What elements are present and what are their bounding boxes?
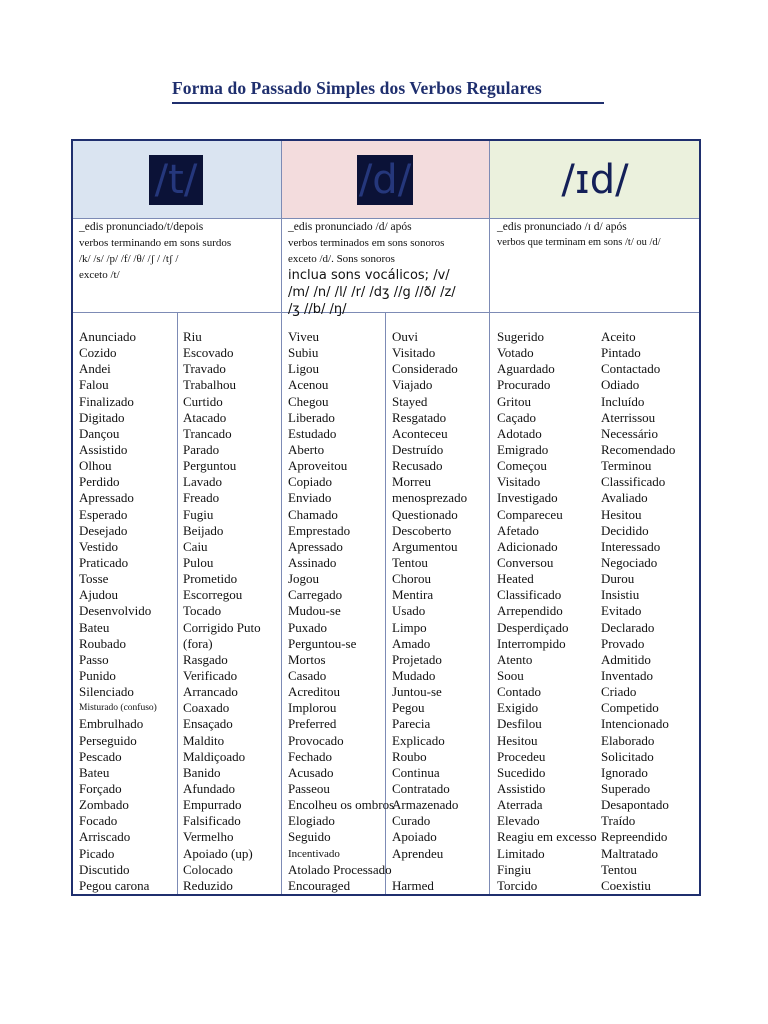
verb-item: Empurrado (183, 797, 242, 813)
verb-item: Visitado (497, 474, 541, 490)
verb-item: Competido (601, 700, 659, 716)
verb-item: Desperdiçado (497, 619, 569, 635)
verb-item: Zombado (79, 797, 129, 813)
verb-item: Aconteceu (392, 425, 448, 441)
verb-item: Preferred (288, 716, 337, 732)
verb-item: Adotado (497, 425, 542, 441)
verb-item: Implorou (288, 700, 337, 716)
verb-item: Misturado (confuso) (79, 703, 157, 714)
verb-item: Perseguido (79, 732, 137, 748)
verb-item: Aterrissou (601, 409, 656, 425)
title-underline (172, 102, 604, 104)
description-line: /m/ /n/ /l/ /r/ /dʒ //g //ð/ /z/ (288, 285, 456, 300)
page-title: Forma do Passado Simples dos Verbos Regulares (172, 78, 542, 98)
verb-item: Interessado (601, 538, 661, 554)
verb-item: Assinado (288, 554, 337, 570)
verb-item: Acenou (288, 377, 329, 393)
verb-item: Avaliado (601, 490, 648, 506)
verb-item: Copiado (288, 474, 333, 490)
verb-item: Pulou (183, 554, 214, 570)
verb-item: Escovado (183, 345, 234, 361)
verb-item: Heated (497, 571, 534, 587)
verb-item: Tosse (79, 571, 109, 587)
verb-item: Discutido (79, 861, 130, 877)
verb-item: Ligou (288, 361, 320, 377)
verb-item: Tentou (601, 861, 637, 877)
verb-item: Elevado (497, 813, 540, 829)
verb-item: Vestido (79, 538, 118, 554)
verb-item: Contratado (392, 780, 450, 796)
verb-item: Andei (79, 361, 111, 377)
description-line: /ʒ //b/ /ŋ/ (288, 302, 347, 317)
verb-item: Pegou (392, 700, 425, 716)
verb-item: Pintado (601, 345, 641, 361)
word-column-d-1 (288, 329, 394, 894)
verb-item: Olhou (79, 458, 112, 474)
verb-item: Ensaçado (183, 716, 233, 732)
verb-item: Verificado (183, 667, 238, 683)
verb-item: Afetado (497, 522, 539, 538)
verb-item: Projetado (392, 651, 442, 667)
verb-item: Soou (497, 667, 524, 683)
verb-item: Rasgado (183, 651, 228, 667)
verb-item: Inventado (601, 667, 653, 683)
verb-item: Apoiado (up) (183, 845, 253, 861)
word-column-id-1 (497, 329, 597, 894)
verb-item: Puxado (288, 619, 327, 635)
verb-item: Sucedido (497, 764, 546, 780)
verb-item: Reduzido (183, 877, 233, 893)
verb-item: Terminou (601, 458, 652, 474)
verb-item: Enviado (288, 490, 332, 506)
verb-item: Perdido (79, 474, 120, 490)
verb-item: Contado (497, 684, 542, 700)
verb-item: Traído (601, 813, 636, 829)
verb-item: Picado (79, 845, 115, 861)
verb-item: Tentou (392, 554, 428, 570)
word-column-t-1 (79, 329, 157, 894)
verb-item: Casado (288, 667, 327, 683)
verb-item: Juntou-se (392, 684, 442, 700)
verb-item: Curtido (183, 393, 223, 409)
verb-item: Cozido (79, 345, 117, 361)
verb-item: Superado (601, 780, 651, 796)
verb-item: Maldito (183, 732, 225, 748)
description-line: exceto /t/ (79, 269, 120, 281)
verb-item: Fingiu (497, 861, 531, 877)
verb-item: Chorou (392, 571, 431, 587)
verb-item: Mortos (288, 651, 326, 667)
verb-item: Incentivado (288, 847, 340, 860)
verb-item: Desenvolvido (79, 603, 152, 619)
verb-item: Desejado (79, 522, 128, 538)
verb-item: Repreendido (601, 829, 668, 845)
verb-item: Limpo (392, 619, 427, 635)
verb-item: Conversou (497, 554, 554, 570)
verb-item: Explicado (392, 732, 445, 748)
verb-item: Elogiado (288, 813, 335, 829)
verb-item: menosprezado (392, 490, 468, 506)
verb-item: Atento (497, 651, 533, 667)
header-symbol-d: /d/ (358, 157, 412, 203)
verb-item: Beijado (183, 522, 224, 538)
description-line: exceto /d/. Sons sonoros (288, 253, 395, 265)
verb-item: Caiu (183, 538, 208, 554)
verb-item: Arrancado (183, 684, 238, 700)
verb-item: Passeou (288, 780, 330, 796)
verb-item: Desapontado (601, 797, 669, 813)
verb-item: Aguardado (497, 361, 555, 377)
verb-item: Pegou carona (79, 877, 150, 893)
verb-item: Durou (601, 571, 635, 587)
verb-item: Começou (497, 458, 547, 474)
verb-item: Classificado (497, 587, 562, 603)
verb-item: Colocado (183, 861, 233, 877)
column-divider-2 (489, 141, 490, 894)
verb-item: Considerado (392, 361, 458, 377)
verb-item: Viajado (392, 377, 433, 393)
verb-item: Roubo (392, 748, 427, 764)
verb-item: Odiado (601, 377, 640, 393)
verb-item: Encolheu os ombros (288, 797, 395, 813)
verb-item: Ouvi (392, 329, 418, 344)
verb-item: Vermelho (183, 829, 234, 845)
verb-item: Arriscado (79, 829, 131, 845)
verb-item: Gritou (497, 393, 531, 409)
verb-item: Apoiado (392, 829, 437, 845)
verb-item: Provocado (288, 732, 344, 748)
verb-item: Resgatado (392, 409, 447, 425)
verb-item: Coexistiu (601, 877, 651, 893)
verb-item: Seguido (288, 829, 331, 845)
verb-item: Usado (392, 603, 426, 619)
verb-item: Amado (392, 635, 431, 651)
verb-item: Desfilou (497, 716, 542, 732)
verb-item: Freado (183, 490, 220, 506)
verb-item: Tocado (183, 603, 222, 619)
verb-item: Banido (183, 764, 221, 780)
verb-item: Fugiu (183, 506, 214, 522)
description-line: verbos terminados em sons sonoros (288, 237, 445, 249)
verb-item: Estudado (288, 425, 337, 441)
header-symbol-t: /t/ (149, 155, 203, 205)
verb-item: Afundado (183, 780, 235, 796)
verb-item: Acusado (288, 764, 334, 780)
verb-item: Insistiu (601, 587, 640, 603)
verb-item: Votado (497, 345, 534, 361)
verb-item: Atolado Processado (288, 861, 392, 877)
verb-item: Questionado (392, 506, 458, 522)
verb-item: Visitado (392, 345, 436, 361)
verb-item: Mudou-se (288, 603, 341, 619)
verb-item: Chamado (288, 506, 338, 522)
verb-item: Torcido (497, 877, 538, 893)
verb-item: Roubado (79, 635, 126, 651)
verb-item: Elaborado (601, 732, 655, 748)
verb-item: Contactado (601, 361, 661, 377)
verb-item: Exigido (497, 700, 539, 716)
verb-item: Parado (183, 441, 220, 457)
verb-item: Passo (79, 651, 109, 667)
column-divider-1 (281, 141, 282, 894)
verb-item: Recomendado (601, 441, 676, 457)
verb-item: Finalizado (79, 393, 134, 409)
verb-item: Bateu (79, 619, 110, 635)
verb-item: Arrependido (497, 603, 563, 619)
verb-item: Declarado (601, 619, 655, 635)
verb-item: Intencionado (601, 716, 669, 732)
verb-item: Adicionado (497, 538, 558, 554)
verb-item: Viveu (288, 329, 319, 344)
verb-item: Digitado (79, 409, 125, 425)
verb-item: Maldiçoado (183, 748, 246, 764)
verb-item: Investigado (497, 490, 558, 506)
verb-item: Trancado (183, 425, 232, 441)
verb-item: Stayed (392, 393, 428, 409)
verb-item: Aprendeu (392, 845, 444, 861)
description-line: _edis pronunciado /d/ após (288, 221, 412, 233)
verb-item: Provado (601, 635, 645, 651)
description-d (288, 219, 486, 318)
description-line: verbos terminando em sons surdos (79, 237, 232, 249)
verb-item: Anunciado (79, 329, 137, 344)
verb-item: Recusado (392, 458, 443, 474)
verb-item: Liberado (288, 409, 335, 425)
verb-item: Chegou (288, 393, 329, 409)
verb-item: Focado (79, 813, 118, 829)
verb-item: Escorregou (183, 587, 243, 603)
verb-item: Corrigido Puto (183, 619, 261, 635)
verb-item: Ignorado (601, 764, 648, 780)
verb-item: Admitido (601, 651, 651, 667)
verb-item: Lavado (183, 474, 222, 490)
verb-item: Morreu (392, 474, 431, 490)
verb-item: Apressado (79, 490, 134, 506)
verb-item: Mentira (392, 587, 434, 603)
header-symbol-id: /ɪd/ (561, 157, 629, 203)
verb-item: Trabalhou (183, 377, 236, 393)
verb-item: Forçado (79, 780, 122, 796)
verb-item: Criado (601, 684, 637, 700)
verb-item: Ajudou (79, 587, 118, 603)
word-column-id-2 (601, 329, 675, 894)
subcolumn-divider-1 (177, 312, 178, 894)
verb-item: Encouraged (288, 877, 351, 893)
verb-item: Dançou (79, 425, 120, 441)
verb-item: Jogou (288, 571, 320, 587)
verb-item: Classificado (601, 474, 666, 490)
verb-item: Aproveitou (288, 458, 348, 474)
verb-item: Sugerido (497, 329, 544, 344)
verb-item: Coaxado (183, 700, 230, 716)
verb-item: Curado (392, 813, 431, 829)
verb-item: Decidido (601, 522, 649, 538)
verb-item: Argumentou (392, 538, 458, 554)
verb-item: Parecia (392, 716, 431, 732)
verb-item: Carregado (288, 587, 343, 603)
verb-item: Compareceu (497, 506, 563, 522)
description-line: inclua sons vocálicos; /v/ (288, 268, 450, 283)
verb-item: Continua (392, 764, 440, 780)
verb-item: Emprestado (288, 522, 351, 538)
verb-item: Incluído (601, 393, 645, 409)
verb-item: Negociado (601, 554, 658, 570)
verb-item: Falou (79, 377, 109, 393)
verb-item: Aberto (288, 441, 325, 457)
verb-item: Pescado (79, 748, 122, 764)
verb-item: Perguntou (183, 458, 237, 474)
verb-item: Descoberto (392, 522, 452, 538)
verb-item: Evitado (601, 603, 642, 619)
verb-item (392, 862, 467, 878)
verb-item: Subiu (288, 345, 319, 361)
verb-item: Caçado (497, 409, 536, 425)
verb-item: Maltratado (601, 845, 659, 861)
verb-item: Silenciado (79, 684, 134, 700)
verb-item: Emigrado (497, 441, 549, 457)
verb-item: Assistido (79, 441, 128, 457)
verb-item: Praticado (79, 554, 129, 570)
verb-item: Falsificado (183, 813, 241, 829)
verb-item: Atacado (183, 409, 227, 425)
description-t (79, 219, 277, 283)
verb-item: Mudado (392, 667, 436, 683)
verb-item: Esperado (79, 506, 128, 522)
verb-item: Interrompido (497, 635, 566, 651)
verb-item: Bateu (79, 764, 110, 780)
verb-item: Limitado (497, 845, 545, 861)
description-line: _edis pronunciado /ɪ d/ após (497, 221, 627, 233)
verb-item: Fechado (288, 748, 333, 764)
description-id (497, 219, 697, 251)
verb-item: Procedeu (497, 748, 546, 764)
verb-item: Hesitou (601, 506, 642, 522)
verb-item: Acreditou (288, 684, 340, 700)
verb-item: Perguntou-se (288, 635, 357, 651)
description-line: /k/ /s/ /p/ /f/ /θ/ /ʃ / /tʃ / (79, 253, 179, 265)
verb-item: Armazenado (392, 797, 459, 813)
verb-item: Punido (79, 667, 116, 683)
verb-item: Aceito (601, 329, 636, 344)
verb-item: Embrulhado (79, 716, 144, 732)
verb-item: Procurado (497, 377, 551, 393)
verb-item: Reagiu em excesso (497, 829, 597, 845)
verb-item: (fora) (183, 635, 213, 651)
verb-item: Harmed (392, 877, 434, 893)
verb-item: Solicitado (601, 748, 654, 764)
word-column-d-2 (392, 329, 467, 894)
verb-item: Riu (183, 329, 202, 344)
verb-item: Travado (183, 361, 226, 377)
verb-item: Hesitou (497, 732, 538, 748)
verb-item: Destruído (392, 441, 444, 457)
verb-item: Aterrada (497, 797, 543, 813)
verb-item: Necessário (601, 425, 659, 441)
description-line: _edis pronunciado/t/depois (79, 221, 204, 233)
verb-item: Apressado (288, 538, 343, 554)
word-column-t-2 (183, 329, 261, 894)
verb-item: Prometido (183, 571, 238, 587)
description-line: verbos que terminam em sons /t/ ou /d/ (497, 237, 661, 248)
verb-item: Assistido (497, 780, 546, 796)
